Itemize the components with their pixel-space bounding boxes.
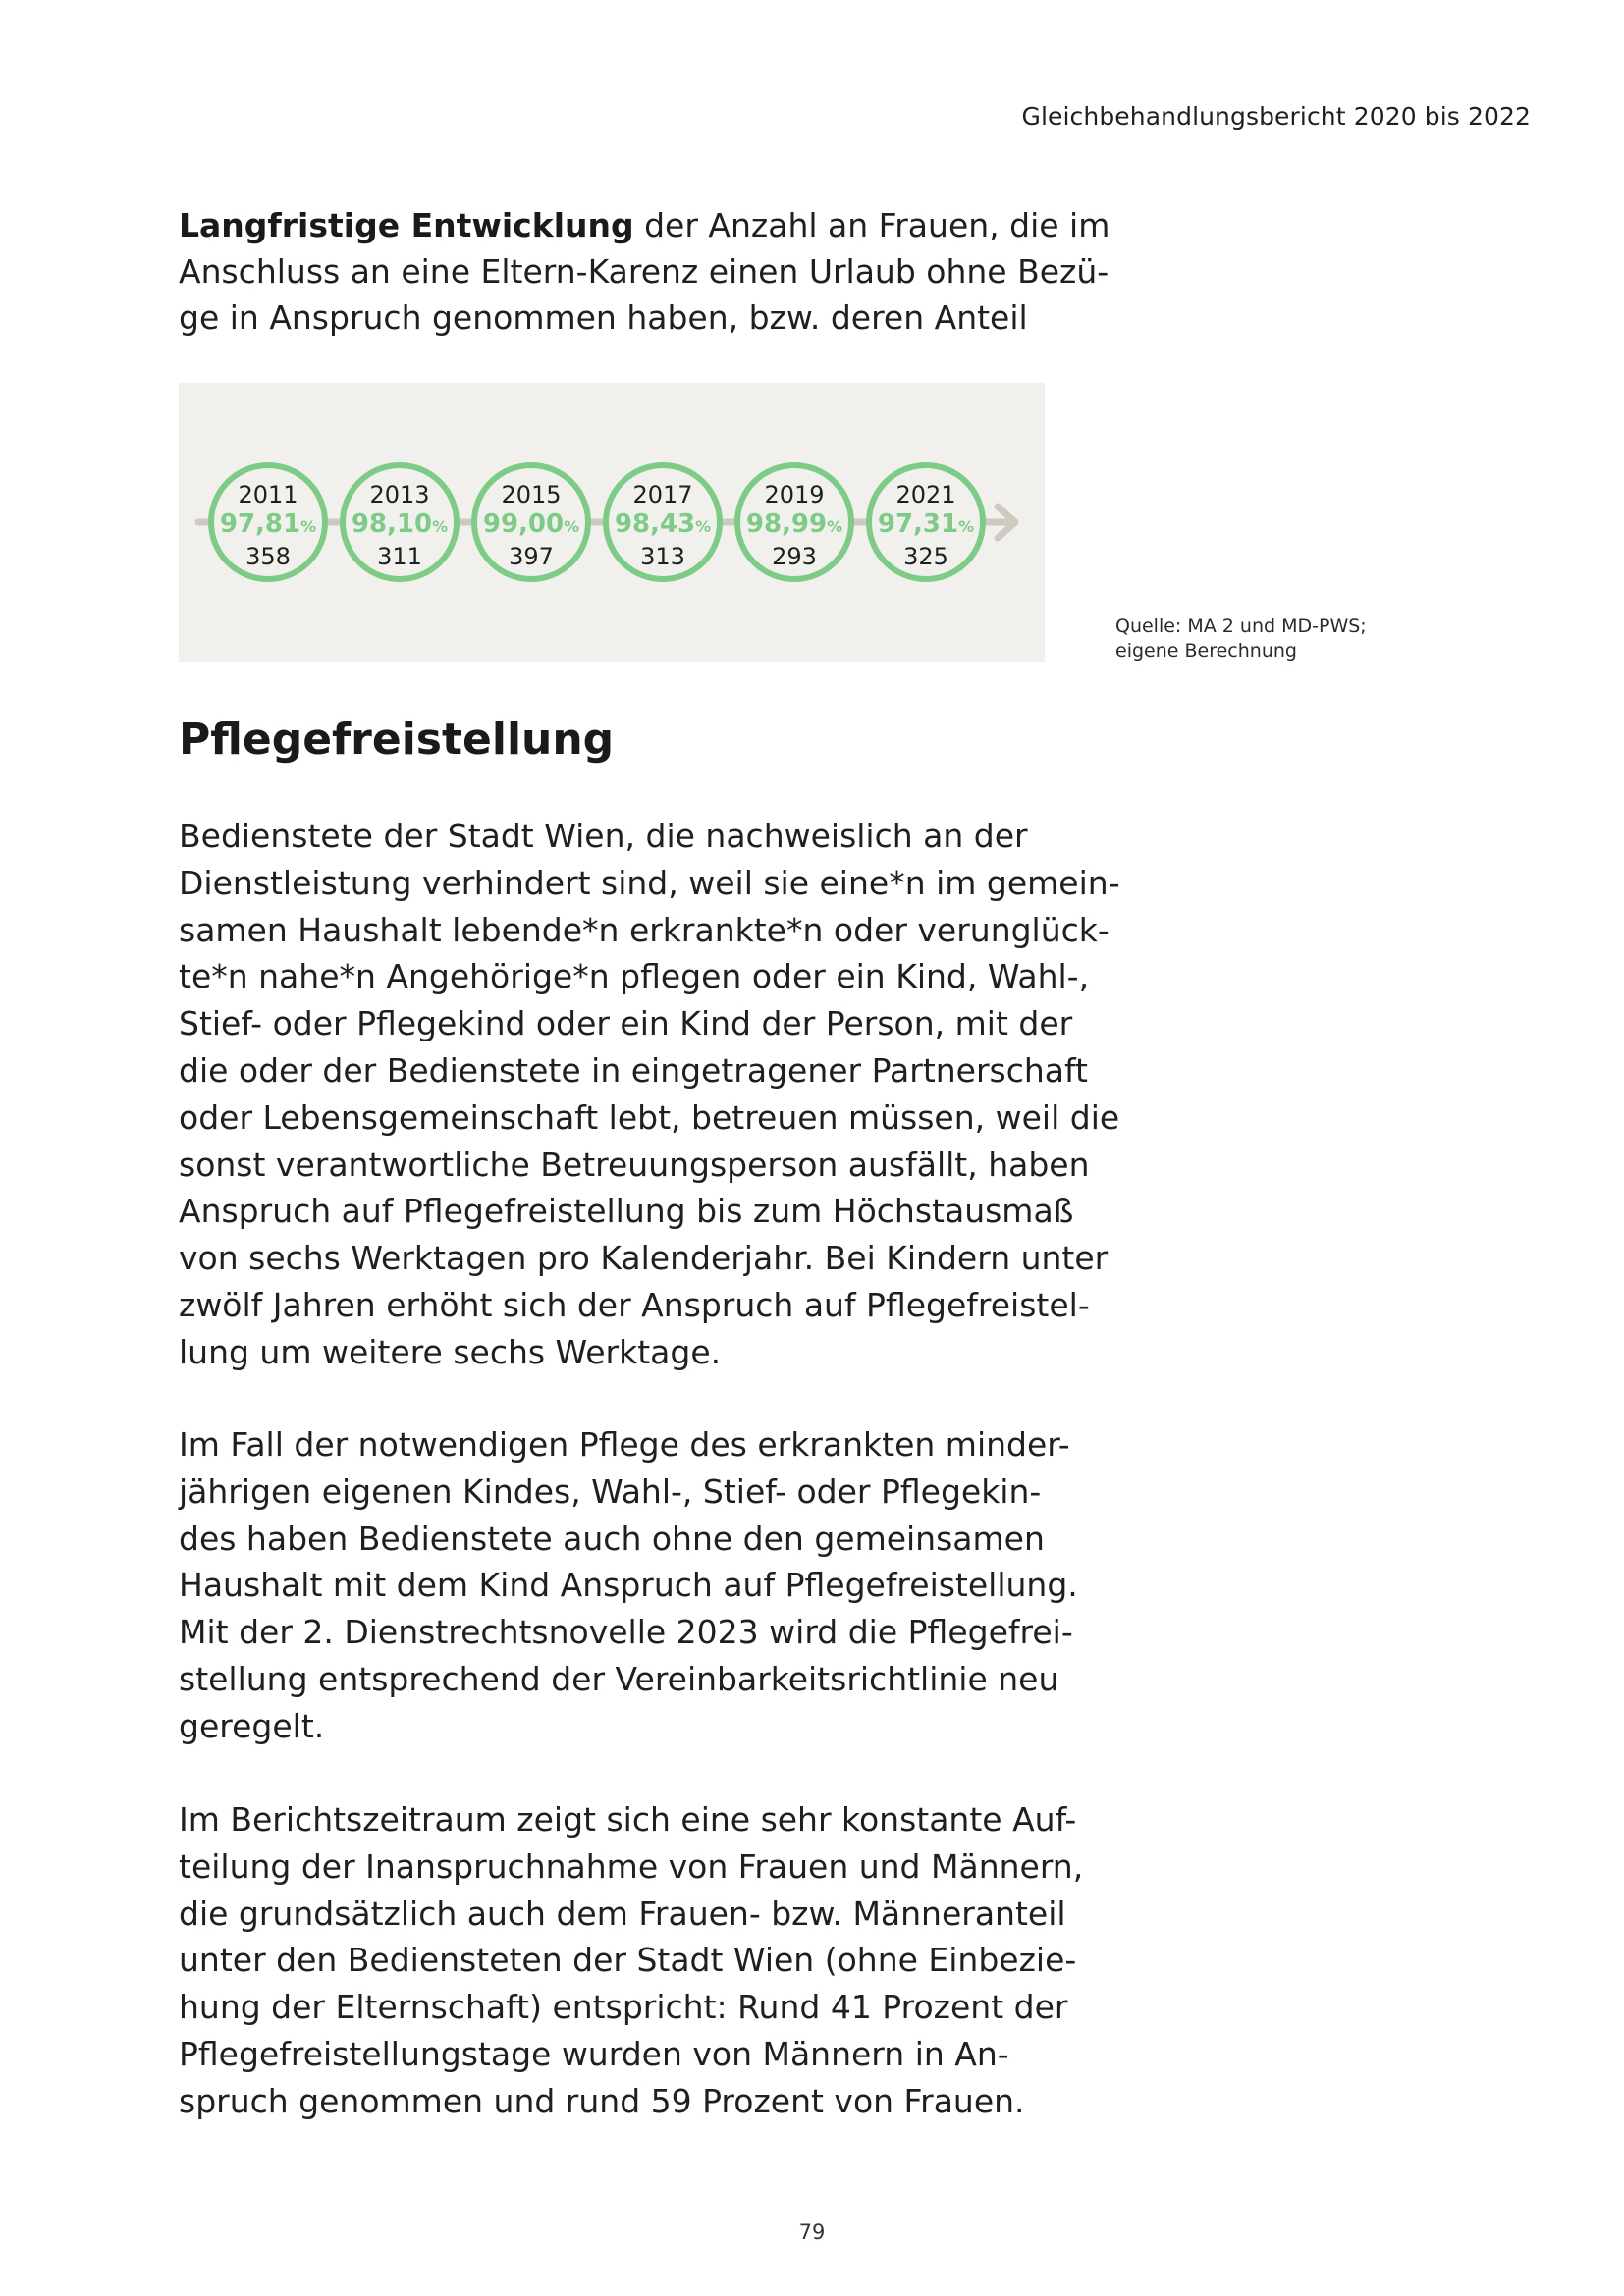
timeline-year: 2019 [764,481,825,508]
paragraph-line: oder Lebensgemeinschaft lebt, betreuen müssen, weil die [179,1097,1120,1137]
timeline-node-2015 [474,465,588,579]
timeline-graphic [179,383,1045,662]
intro-line-2: Anschluss an eine Eltern-Karenz einen Urlaub ohne Bezü- [179,252,1110,291]
paragraph-line: die oder der Bedienstete in eingetragener Partnerschaft [179,1050,1088,1090]
timeline-year: 2021 [895,481,956,508]
paragraph-line: die grundsätzlich auch dem Frauen- bzw. Männeranteil [179,1894,1066,1933]
section-title: Pflegefreistellung [179,715,615,765]
timeline-panel [179,383,1045,662]
source-line-2: eigene Berechnung [1115,640,1297,662]
paragraph-line: lung um weitere sechs Werktage. [179,1332,722,1371]
paragraph-line: von sechs Werktagen pro Kalenderjahr. Bei Kindern unter [179,1239,1109,1278]
timeline-percent-sign: % [827,517,843,536]
timeline-count: 397 [509,543,554,570]
timeline-percent-value: 97,31 [877,509,959,539]
intro-bold: Langfristige Entwicklung [179,206,634,244]
paragraph-1 [179,813,1120,1376]
timeline-year: 2017 [632,481,693,508]
timeline-percent-value: 98,43 [614,509,696,539]
timeline-percent-sign: % [695,517,712,536]
paragraph-line: Dienstleistung verhindert sind, weil sie eine*n im gemein- [179,863,1120,902]
timeline-count: 293 [772,543,817,570]
timeline-count: 313 [640,543,685,570]
paragraph-line: te*n nahe*n Angehörige*n pflegen oder ein Kind, Wahl-, [179,957,1090,996]
timeline-percent-sign: % [958,517,975,536]
paragraph-line: samen Haushalt lebende*n erkrankte*n oder verunglück- [179,910,1110,949]
intro-line-1-rest: der Anzahl an Frauen, die im [633,206,1110,244]
running-header: Gleichbehandlungsbericht 2020 bis 2022 [1021,102,1531,131]
timeline-year: 2013 [369,481,430,508]
page-number: 79 [798,2220,826,2244]
timeline-count: 358 [245,543,291,570]
paragraph-line: zwölf Jahren erhöht sich der Anspruch auf Pflegefreistel- [179,1285,1090,1324]
intro-caption [179,202,1110,341]
paragraph-line: Haushalt mit dem Kind Anspruch auf Pflegefreistellung. [179,1566,1078,1605]
timeline-year: 2011 [238,481,298,508]
source-note [1115,614,1367,664]
paragraph-line: Mit der 2. Dienstrechtsnovelle 2023 wird die Pflegefrei- [179,1613,1073,1652]
intro-line-1 [179,202,1110,248]
timeline-percent-value: 99,00 [482,509,565,539]
timeline-node-2017 [606,465,720,579]
timeline-count: 311 [377,543,422,570]
paragraph-line: spruch genommen und rund 59 Prozent von Frauen. [179,2081,1025,2120]
paragraph-line: Im Fall der notwendigen Pflege des erkrankten minder- [179,1425,1070,1464]
timeline-count: 325 [903,543,948,570]
paragraph-line: des haben Bedienstete auch ohne den gemeinsamen [179,1519,1045,1558]
intro-line-3: ge in Anspruch genommen haben, bzw. deren Anteil [179,298,1028,337]
timeline-percent-value: 98,99 [745,509,828,539]
timeline-node-2011 [211,465,325,579]
timeline-node-2013 [343,465,457,579]
paragraph-line: stellung entsprechend der Vereinbarkeitsrichtlinie neu [179,1659,1059,1698]
timeline-year: 2015 [501,481,562,508]
paragraph-line: jährigen eigenen Kindes, Wahl-, Stief- oder Pflegekin- [179,1471,1042,1511]
timeline-percent-sign: % [432,517,449,536]
timeline-percent-sign: % [564,517,580,536]
paragraph-line: teilung der Inanspruchnahme von Frauen und Männern, [179,1846,1084,1886]
paragraph-line: Stief- oder Pflegekind oder ein Kind der Person, mit der [179,1004,1073,1043]
timeline-node-2019 [737,465,851,579]
paragraph-line: hung der Elternschaft) entspricht: Rund 41 Prozent der [179,1988,1068,2027]
paragraph-line: Anspruch auf Pflegefreistellung bis zum Höchstausmaß [179,1192,1074,1231]
paragraph-line: Pflegefreistellungstage wurden von Männern in An- [179,2034,1009,2073]
timeline-node-2021 [869,465,983,579]
source-line-1: Quelle: MA 2 und MD-PWS; [1115,615,1367,637]
paragraph-3 [179,1796,1084,2125]
paragraph-line: Bedienstete der Stadt Wien, die nachweislich an der [179,817,1028,855]
paragraph-line: sonst verantwortliche Betreuungsperson ausfällt, haben [179,1145,1090,1184]
paragraph-2 [179,1421,1078,1750]
paragraph-line: Im Berichtszeitraum zeigt sich eine sehr konstante Auf- [179,1800,1077,1839]
timeline-percent-sign: % [300,517,317,536]
timeline-percent-value: 98,10 [351,509,433,539]
timeline-percent-value: 97,81 [219,509,301,539]
paragraph-line: unter den Bediensteten der Stadt Wien (ohne Einbezie- [179,1941,1077,1980]
paragraph-line: geregelt. [179,1706,325,1745]
